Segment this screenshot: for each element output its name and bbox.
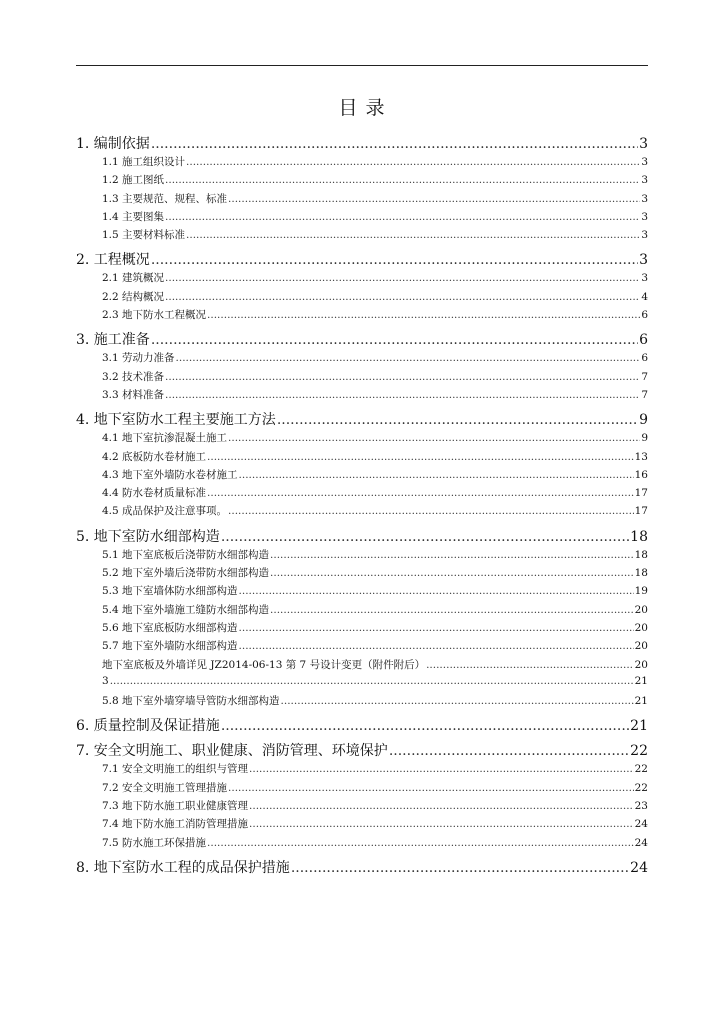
- toc-leader-dots: [207, 309, 640, 321]
- toc-entry-title: 1.4 主要图集: [102, 210, 165, 223]
- toc-entry-title: 8. 地下室防水工程的成品保护措施: [76, 859, 290, 876]
- toc-entry-title: 5.4 地下室外墙施工缝防水细部构造: [102, 603, 270, 616]
- toc-leader-dots: [270, 604, 634, 616]
- toc-section-entry[interactable]: [76, 565, 648, 583]
- toc-leader-dots: [151, 332, 638, 348]
- toc-leader-dots: [389, 743, 629, 759]
- toc-leader-dots: [270, 567, 634, 579]
- toc-page-number: 20: [634, 621, 648, 634]
- toc-entry-title: 2.2 结构概况: [102, 290, 165, 303]
- toc-leader-dots: [239, 469, 634, 481]
- toc-leader-dots: [228, 432, 640, 444]
- toc-page-number: 16: [634, 468, 648, 481]
- toc-section-entry[interactable]: [76, 620, 648, 638]
- header-rule: [76, 65, 648, 66]
- toc-entry-title: 1.5 主要材料标准: [102, 229, 186, 242]
- toc-chapter-entry[interactable]: [76, 409, 648, 430]
- toc-leader-dots: [291, 860, 629, 876]
- toc-leader-dots: [165, 174, 640, 186]
- toc-section-entry[interactable]: [76, 657, 648, 675]
- toc-chapter-entry[interactable]: [76, 857, 648, 878]
- toc-leader-dots: [221, 529, 629, 545]
- toc-page-number: 22: [630, 743, 648, 760]
- toc-leader-dots: [151, 252, 638, 268]
- table-of-contents: [76, 132, 648, 878]
- toc-entry-title: 5.3 地下室墙体防水细部构造: [102, 585, 238, 598]
- toc-page-number: 23: [634, 800, 648, 813]
- toc-section-entry[interactable]: [76, 209, 648, 227]
- toc-section-entry[interactable]: [76, 816, 648, 834]
- toc-page-number: 24: [630, 859, 648, 876]
- toc-entry-title: 地下室底板及外墙详见 JZ2014-06-13 第 7 号设计变更（附件附后）: [102, 658, 426, 671]
- toc-section-entry[interactable]: [76, 191, 648, 209]
- toc-leader-dots: [165, 272, 640, 284]
- toc-entry-title: 4.2 底板防水卷材施工: [102, 450, 207, 463]
- toc-page-number: 6: [639, 332, 648, 349]
- toc-entry-title: 5. 地下室防水细部构造: [76, 528, 220, 545]
- toc-leader-dots: [281, 695, 634, 707]
- toc-leader-dots: [239, 622, 634, 634]
- toc-page-number: 9: [639, 412, 648, 429]
- toc-page-number: 3: [641, 156, 648, 168]
- toc-leader-dots: [228, 505, 634, 517]
- toc-section-entry[interactable]: [76, 387, 648, 405]
- toc-section-entry[interactable]: [76, 449, 648, 467]
- toc-leader-dots: [165, 211, 640, 223]
- toc-entry-title: 7.5 防水施工环保措施: [102, 836, 207, 849]
- toc-page-number: 19: [634, 585, 648, 598]
- toc-page-number: 21: [630, 718, 648, 735]
- toc-page-number: 9: [641, 432, 648, 445]
- toc-leader-dots: [207, 837, 634, 849]
- toc-page-number: 22: [634, 763, 648, 776]
- toc-section-entry[interactable]: [76, 547, 648, 565]
- toc-chapter-entry[interactable]: [76, 715, 648, 736]
- toc-leader-dots: [249, 800, 634, 812]
- toc-leader-dots: [228, 193, 640, 205]
- toc-chapter-entry[interactable]: [76, 740, 648, 761]
- toc-entry-title: 3. 施工准备: [76, 332, 150, 349]
- toc-entry-title: 7.2 安全文明施工管理措施: [102, 781, 228, 794]
- toc-entry-title: 4.1 地下室抗渗混凝土施工: [102, 432, 228, 445]
- toc-leader-dots: [228, 782, 634, 794]
- toc-section-entry[interactable]: [76, 780, 648, 798]
- toc-leader-dots: [186, 156, 640, 168]
- toc-page-number: 3: [641, 229, 648, 242]
- toc-entry-title: 3.3 材料准备: [102, 388, 165, 401]
- toc-entry-title: 2.1 建筑概况: [102, 272, 165, 285]
- toc-page-number: 24: [634, 818, 648, 831]
- toc-page-number: 17: [634, 505, 648, 518]
- toc-section-entry[interactable]: [76, 172, 648, 190]
- toc-page-number: 3: [639, 252, 648, 269]
- toc-section-entry[interactable]: [76, 798, 648, 816]
- toc-section-entry[interactable]: [76, 485, 648, 503]
- toc-section-entry[interactable]: [76, 430, 648, 448]
- toc-section-entry[interactable]: [76, 835, 648, 853]
- toc-chapter-entry[interactable]: [76, 526, 648, 547]
- toc-entry-title: 6. 质量控制及保证措施: [76, 718, 220, 735]
- toc-page-number: 6: [641, 352, 648, 365]
- toc-title: 目 录: [338, 97, 386, 119]
- toc-entry-title: 1.3 主要规范、规程、标准: [102, 192, 228, 205]
- toc-section-entry[interactable]: [76, 154, 648, 172]
- toc-chapter-entry[interactable]: [76, 329, 648, 350]
- toc-section-entry[interactable]: [76, 350, 648, 368]
- toc-page-number: 21: [634, 674, 648, 687]
- toc-page-number: 13: [634, 450, 648, 463]
- toc-section-entry[interactable]: [76, 289, 648, 307]
- toc-page-number: 7: [641, 370, 648, 383]
- toc-page-number: 3: [641, 210, 648, 223]
- toc-page-number: 24: [634, 836, 648, 849]
- toc-entry-title: 7.3 地下防水施工职业健康管理: [102, 800, 249, 813]
- toc-entry-title: 1.1 施工组织设计: [102, 156, 186, 168]
- toc-entry-title: 3.1 劳动力准备: [102, 352, 175, 365]
- toc-entry-title: 3: [102, 674, 109, 687]
- toc-leader-dots: [221, 718, 629, 734]
- toc-section-entry[interactable]: [76, 227, 648, 245]
- toc-entry-title: 2. 工程概况: [76, 252, 150, 269]
- toc-entry-title: 5.1 地下室底板后浇带防水细部构造: [102, 548, 270, 561]
- toc-section-entry[interactable]: [76, 638, 648, 656]
- toc-leader-dots: [186, 229, 640, 241]
- toc-leader-dots: [249, 763, 634, 775]
- toc-leader-dots: [270, 549, 634, 561]
- toc-entry-title: 2.3 地下防水工程概况: [102, 309, 207, 322]
- toc-page-number: 7: [641, 388, 648, 401]
- toc-entry-title: 5.7 地下室外墙防水细部构造: [102, 640, 238, 653]
- toc-section-entry[interactable]: [76, 369, 648, 387]
- toc-entry-title: 7.4 地下防水施工消防管理措施: [102, 818, 249, 831]
- toc-leader-dots: [426, 659, 634, 671]
- toc-leader-dots: [239, 640, 634, 652]
- toc-leader-dots: [249, 818, 634, 830]
- toc-leader-dots: [151, 136, 638, 152]
- toc-page-number: 3: [641, 192, 648, 205]
- toc-leader-dots: [165, 371, 640, 383]
- toc-chapter-entry[interactable]: [76, 133, 648, 154]
- toc-entry-title: 3.2 技术准备: [102, 370, 165, 383]
- toc-page-number: 20: [634, 603, 648, 616]
- toc-section-entry[interactable]: [76, 307, 648, 325]
- toc-section-entry[interactable]: [76, 270, 648, 288]
- toc-page-number: 6: [641, 309, 648, 322]
- toc-section-entry[interactable]: [76, 675, 648, 693]
- toc-entry-title: 4.5 成品保护及注意事项。: [102, 505, 228, 518]
- toc-chapter-entry[interactable]: [76, 249, 648, 270]
- toc-leader-dots: [165, 389, 640, 401]
- toc-section-entry[interactable]: [76, 693, 648, 711]
- toc-leader-dots: [110, 675, 634, 687]
- toc-page-number: 21: [634, 695, 648, 708]
- toc-page-number: 3: [641, 174, 648, 187]
- toc-entry-title: 1.2 施工图纸: [102, 174, 165, 187]
- toc-page-number: 18: [630, 528, 648, 545]
- toc-entry-title: 7. 安全文明施工、职业健康、消防管理、环境保护: [76, 743, 388, 760]
- toc-leader-dots: [277, 412, 638, 428]
- toc-page-number: 20: [634, 640, 648, 653]
- toc-leader-dots: [207, 487, 634, 499]
- toc-page-number: 3: [641, 272, 648, 285]
- toc-page-number: 18: [634, 548, 648, 561]
- toc-page-number: 3: [639, 136, 648, 152]
- toc-leader-dots: [239, 585, 634, 597]
- toc-section-entry[interactable]: [76, 761, 648, 779]
- toc-entry-title: 5.2 地下室外墙后浇带防水细部构造: [102, 567, 270, 580]
- toc-entry-title: 4.3 地下室外墙防水卷材施工: [102, 468, 238, 481]
- toc-page-number: 17: [634, 487, 648, 500]
- toc-page-number: 18: [634, 567, 648, 580]
- toc-entry-title: 4. 地下室防水工程主要施工方法: [76, 412, 276, 429]
- toc-entry-title: 7.1 安全文明施工的组织与管理: [102, 763, 249, 776]
- toc-leader-dots: [176, 352, 641, 364]
- toc-entry-title: 1. 编制依据: [76, 136, 150, 152]
- toc-page-number: 22: [634, 781, 648, 794]
- toc-section-entry[interactable]: [76, 467, 648, 485]
- toc-page-number: 20: [634, 658, 648, 671]
- toc-entry-title: 5.6 地下室底板防水细部构造: [102, 621, 238, 634]
- toc-page-number: 4: [641, 290, 648, 303]
- toc-leader-dots: [165, 291, 640, 303]
- toc-entry-title: 4.4 防水卷材质量标准: [102, 487, 207, 500]
- toc-leader-dots: [207, 451, 634, 463]
- toc-entry-title: 5.8 地下室外墙穿墙导管防水细部构造: [102, 695, 280, 708]
- toc-section-entry[interactable]: [76, 602, 648, 620]
- toc-section-entry[interactable]: [76, 583, 648, 601]
- toc-section-entry[interactable]: [76, 503, 648, 521]
